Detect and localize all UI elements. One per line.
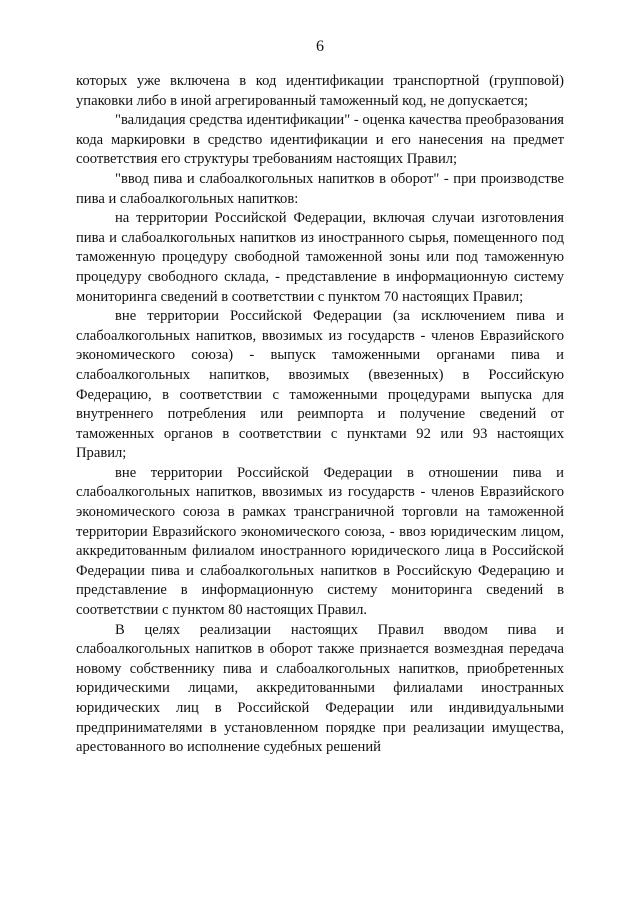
paragraph-eaeu-import: вне территории Российской Федерации в отношении пива и слабоалкогольных напитков, ввозимых из государств - членов Евразийского экономического союза в рамках трансграничной торговли на таможенной территории Евразийского экономического союза, - ввоз юридическим лицом, аккредитованным филиалом иностранного юридического лица в Российской Федерации пива и слабоалкогольных напитков в Российскую Федерацию и представление в информационную систему мониторинга сведений в соответствии с пунктом 80 настоящих Правил.	[76, 464, 564, 619]
paragraph-circulation-definition: "ввод пива и слабоалкогольных напитков в оборот" - при производстве пива и слабоалкогольных напитков:	[76, 170, 564, 207]
paragraph-transfer-owner: В целях реализации настоящих Правил вводом пива и слабоалкогольных напитков в оборот также признается возмездная передача новому собственнику пива и слабоалкогольных напитков, приобретенных юридическими лицами, аккредитованными филиалами иностранных юридических лиц в Российской Федерации или индивидуальными предпринимателями в установленном порядке при реализации имущества, арестованного во исполнение судебных решений	[76, 621, 564, 756]
document-body	[76, 72, 564, 758]
paragraph-foreign-production: вне территории Российской Федерации (за исключением пива и слабоалкогольных напитков, ввозимых из государств - членов Евразийского экономического союза) - выпуск таможенными органами пива и слабоалкогольных напитков, ввозимых (ввезенных) в Российскую Федерацию, в соответствии с таможенными процедурами выпуска для внутреннего потребления или реимпорта и получение сведений от таможенных органов в соответствии с пунктами 92 или 93 настоящих Правил;	[76, 308, 564, 462]
paragraph-validation-definition: "валидация средства идентификации" - оценка качества преобразования кода маркировки в средство идентификации и его нанесения на предмет соответствия его структуры требованиям настоящих Правил;	[76, 112, 564, 168]
paragraph-continuation: которых уже включена в код идентификации транспортной (групповой) упаковки либо в иной агрегированный таможенный код, не допускается;	[76, 73, 564, 109]
paragraph-domestic-production: на территории Российской Федерации, включая случаи изготовления пива и слабоалкогольных напитков из иностранного сырья, помещенного под таможенную процедуру свободной таможенной зоны или под таможенную процедуру свободного склада, - представление в информационную систему мониторинга сведений в соответствии с пунктом 70 настоящих Правил;	[76, 210, 564, 305]
page-number: 6	[316, 38, 324, 55]
